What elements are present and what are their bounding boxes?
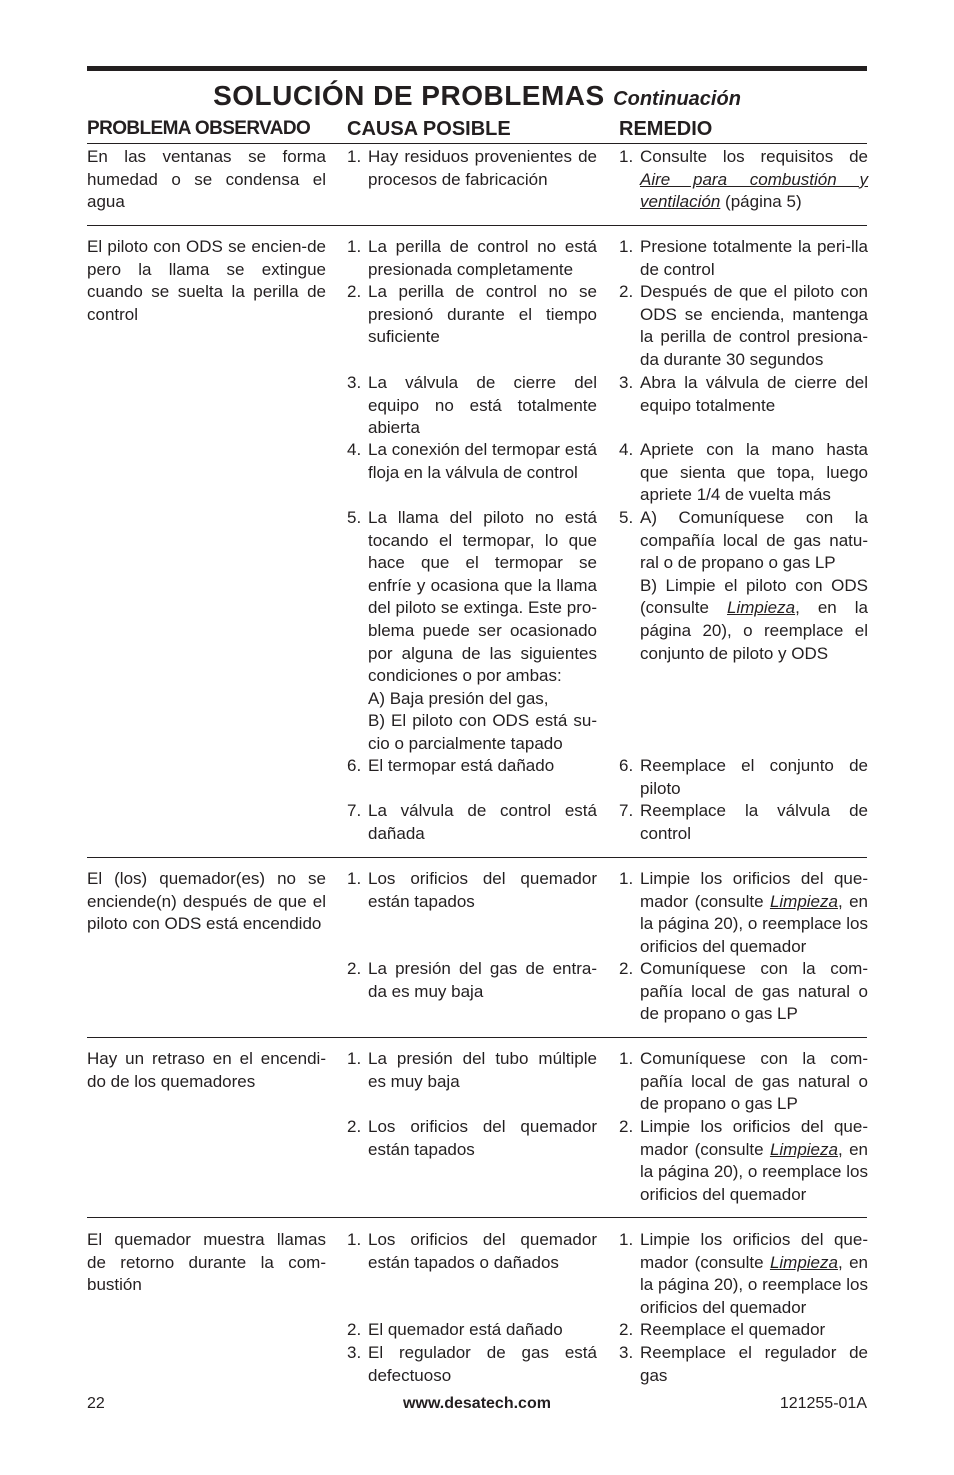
item-text: Reemplace el quemador: [640, 1320, 826, 1339]
column-header-cause: CAUSA POSIBLE: [347, 118, 511, 140]
remedy-item: [619, 868, 868, 958]
item-number: 7.: [347, 801, 362, 820]
cause-item: [347, 236, 597, 281]
item-number: 5.: [619, 508, 634, 527]
item-text: Abra la válvula de cierre del equipo totalmente: [640, 373, 868, 415]
item-text: Comuníquese con la com-pañía local de gas natural o de propano o gas LP: [640, 959, 868, 1024]
item-text: La llama del piloto no está tocando el termopar, lo que hace que el termopar se enfríe y ocasiona que la llama del piloto se extinga. Este pro-blema puede ser ocasionado por alguna de las siguientes condiciones o por ambas:: [368, 508, 597, 686]
text-segment: , en la página 20), o reemplace los orificios del quemador: [640, 891, 868, 956]
title-continuation: Continuación: [613, 88, 741, 110]
text-segment: Limpie los orificios del que-mador (consulte: [640, 1230, 868, 1272]
item-text: La válvula de control está dañada: [368, 801, 597, 843]
row-divider: [87, 1037, 867, 1038]
problem-text: El piloto con ODS se encien-de pero la llama se extingue cuando se suelta la perilla de control: [87, 237, 326, 324]
item-text: Reemplace la válvula de control: [640, 801, 868, 843]
row-divider: [87, 857, 867, 858]
remedy-item: [619, 1048, 868, 1116]
item-text: La presión del gas de entra-da es muy baja: [368, 959, 597, 1001]
remedy-item: [619, 1116, 868, 1206]
cause-item: [347, 439, 597, 484]
document-code: 121255-01A: [779, 1395, 867, 1412]
item-number: 5.: [347, 508, 362, 527]
item-number: 1.: [619, 869, 634, 888]
item-text: Apriete con la mano hasta que sienta que topa, luego apriete 1/4 de vuelta más: [640, 440, 868, 505]
item-number: 3.: [619, 373, 634, 392]
item-number: 1.: [619, 1230, 634, 1249]
item-text: [619, 146, 868, 214]
item-number: 6.: [619, 756, 634, 775]
item-text: Reemplace el regulador de gas: [640, 1343, 868, 1385]
item-text: Después de que el piloto con ODS se encienda, mantenga la perilla de control presiona-da durante 30 segundos: [640, 282, 868, 369]
cause-item: [347, 958, 597, 1003]
reference-link[interactable]: Limpieza: [769, 1139, 838, 1159]
item-number: 1.: [347, 147, 362, 166]
item-text: Comuníquese con la com-pañía local de gas natural o de propano o gas LP: [640, 1049, 868, 1114]
remedy-item: [619, 146, 868, 214]
item-number: 3.: [347, 373, 362, 392]
item-number: 3.: [619, 1343, 634, 1362]
remedy-item: [619, 439, 868, 507]
top-rule: [87, 66, 867, 71]
website-link[interactable]: www.desatech.com: [403, 1395, 551, 1412]
remedy-item: [619, 372, 868, 417]
remedy-item: [619, 755, 868, 800]
item-number: 1.: [347, 1230, 362, 1249]
item-number: 1.: [619, 237, 634, 256]
item-number: 1.: [347, 237, 362, 256]
item-subtext: B) El piloto con ODS está su-cio o parcialmente tapado: [368, 711, 597, 753]
item-number: 2.: [619, 959, 634, 978]
item-text: El quemador está dañado: [368, 1320, 563, 1339]
remedy-item: [619, 1229, 868, 1319]
item-text: La perilla de control no se presionó durante el tiempo suficiente: [368, 282, 597, 347]
item-text: La conexión del termopar está floja en la válvula de control: [368, 440, 597, 482]
cause-item: [347, 281, 597, 349]
remedy-item: [619, 1342, 868, 1387]
cause-item: [347, 1116, 597, 1161]
cause-item: [347, 146, 597, 191]
text-segment: , en la página 20), o reemplace los orificios del quemador: [640, 1252, 868, 1317]
header-rule: [87, 143, 867, 144]
item-text: Los orificios del quemador están tapados: [368, 1117, 597, 1159]
cause-item: [347, 800, 597, 845]
item-number: 2.: [619, 282, 634, 301]
item-text: Hay residuos provenientes de procesos de fabricación: [368, 147, 597, 189]
text-segment: Consulte los requisitos de: [640, 147, 868, 166]
item-number: 2.: [347, 1117, 362, 1136]
cause-item: [347, 755, 597, 778]
column-headers: [0, 118, 954, 142]
item-number: 4.: [619, 440, 634, 459]
item-subtext: [619, 575, 868, 665]
item-text: [619, 1116, 868, 1206]
cause-item: [347, 1229, 597, 1274]
cause-item: [347, 372, 597, 440]
page-number: 22: [87, 1395, 105, 1412]
remedy-item: [619, 958, 868, 1026]
item-text: Los orificios del quemador están tapados o dañados: [368, 1230, 597, 1272]
item-text: La presión del tubo múltiple es muy baja: [368, 1049, 597, 1091]
item-number: 3.: [347, 1343, 362, 1362]
item-number: 7.: [619, 801, 634, 820]
cause-item: [347, 1342, 597, 1387]
column-header-problem: PROBLEMA OBSERVADO: [87, 118, 311, 139]
text-segment: Limpie los orificios del que-mador (consulte: [640, 1117, 868, 1159]
item-text: El regulador de gas está defectuoso: [368, 1343, 597, 1385]
problem-text: En las ventanas se forma humedad o se condensa el agua: [87, 147, 326, 212]
remedy-item: [619, 281, 868, 371]
item-number: 2.: [619, 1320, 634, 1339]
reference-link[interactable]: Limpieza: [769, 1252, 838, 1272]
problem-text: El quemador muestra llamas de retorno durante la com-bustión: [87, 1230, 326, 1295]
item-number: 1.: [347, 1049, 362, 1068]
item-subtext: A) Baja presión del gas,: [368, 688, 549, 708]
item-number: 2.: [619, 1117, 634, 1136]
item-text: El termopar está dañado: [368, 756, 555, 775]
reference-link[interactable]: Aire para combustión y ventilación: [640, 169, 868, 212]
item-text: La perilla de control no está presionada completamente: [368, 237, 597, 279]
item-text: Presione totalmente la peri-lla de control: [640, 237, 868, 279]
item-text: Los orificios del quemador están tapados: [368, 869, 597, 911]
cause-item: [347, 507, 597, 756]
item-number: 4.: [347, 440, 362, 459]
page-title: [87, 80, 867, 112]
text-segment: (página 5): [720, 192, 802, 212]
title-main: SOLUCIÓN DE PROBLEMAS: [213, 80, 605, 111]
item-number: 2.: [347, 1320, 362, 1339]
item-text: [619, 1229, 868, 1319]
text-segment: , en la página 20), o reemplace los orificios del quemador: [640, 1139, 868, 1204]
reference-link[interactable]: Limpieza: [769, 891, 838, 911]
text-segment: , en la página 20), o reemplace el conjunto de piloto y ODS: [640, 598, 868, 663]
item-text: [619, 868, 868, 958]
remedy-item: [619, 800, 868, 845]
row-divider: [87, 225, 867, 226]
remedy-item: [619, 1319, 868, 1342]
item-number: 2.: [347, 959, 362, 978]
item-number: 2.: [347, 282, 362, 301]
item-number: 1.: [619, 1049, 634, 1068]
remedy-item: [619, 236, 868, 281]
item-number: 1.: [347, 869, 362, 888]
cause-item: [347, 1048, 597, 1093]
cause-item: [347, 1319, 597, 1342]
text-segment: B) Limpie el piloto con ODS (consulte: [640, 575, 868, 618]
item-text: La válvula de cierre del equipo no está totalmente abierta: [368, 373, 597, 438]
text-segment: Limpie los orificios del que-mador (consulte: [640, 869, 868, 911]
item-number: 6.: [347, 756, 362, 775]
item-text: A) Comuníquese con la compañía local de gas natu-ral o de propano o gas LP: [640, 508, 868, 573]
column-header-remedy: REMEDIO: [619, 118, 713, 140]
item-text: Reemplace el conjunto de piloto: [640, 756, 868, 798]
reference-link[interactable]: Limpieza: [727, 598, 796, 618]
item-number: 1.: [619, 147, 634, 166]
problem-text: El (los) quemador(es) no se enciende(n) después de que el piloto con ODS está encendido: [87, 869, 326, 934]
problem-text: Hay un retraso en el encendi-do de los quemadores: [87, 1049, 326, 1091]
remedy-item: [619, 507, 868, 665]
cause-item: [347, 868, 597, 913]
row-divider: [87, 1217, 867, 1218]
